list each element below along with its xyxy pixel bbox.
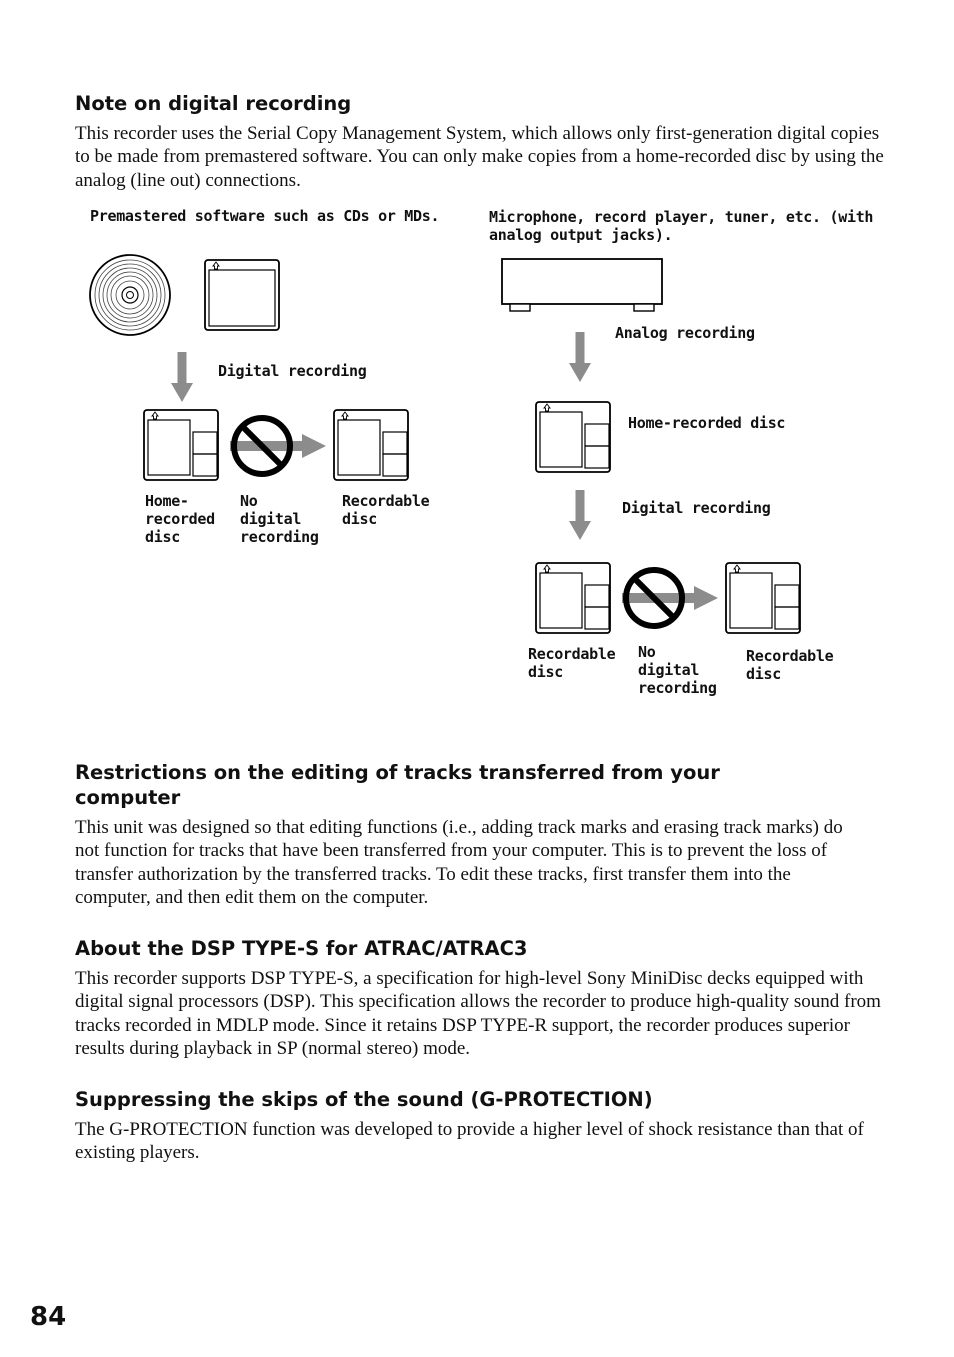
left-recordable-label: Recordable disc [342,492,430,528]
gprotection-body: The G-PROTECTION function was developed to provide a higher level of shock resistance than that of existing players. [75,1119,864,1164]
page-number: 84 [30,1302,67,1332]
no-digital-arrow-icon [622,570,718,626]
dsp-body: This recorder supports DSP TYPE-S, a specification for high-level Sony MiniDisc decks equipped with digital signal processors (DSP). This specification allows the recorder to produce high-quality sound from tracks recorded in MDLP mode. Since it retains DSP TYPE-R support, the recorder produces superior results during playback in SP (normal stereo) mode. [75,968,881,1059]
right-digital-recording-label: Digital recording [622,499,771,517]
left-home-recorded-label: Home- recorded disc [145,492,215,546]
right-analog-recording-label: Analog recording [615,324,755,342]
home-recorded-disc-icon [144,410,218,480]
left-caption: Premastered software such as CDs or MDs. [90,207,440,225]
recordable-disc-icon [536,563,610,633]
right-home-recorded-label: Home-recorded disc [628,414,786,432]
right-recordable-label: Recordable disc [528,645,616,681]
home-recorded-disc-icon [536,402,610,472]
no-digital-arrow-icon [230,418,326,474]
dsp-heading: About the DSP TYPE-S for ATRAC/ATRAC3 [75,937,528,960]
restrictions-body: This unit was designed so that editing functions (i.e., adding track marks and erasing track marks) do not function for tracks that have been transferred from your computer. This is to prevent the loss of transfer authorization by the transferred tracks. To edit these tracks, first transfer them into the computer, and then edit them on the computer. [75,817,843,908]
right-caption: Microphone, record player, tuner, etc. (with analog output jacks). [489,208,874,244]
left-no-digital-label: No digital recording [240,492,319,546]
digital-arrow-icon [569,490,591,540]
analog-arrow-icon [569,332,591,382]
recordable-disc-icon [726,563,800,633]
right-no-digital-label: No digital recording [638,643,717,697]
cd-icon [90,255,170,335]
analog-device-icon [502,259,662,311]
left-digital-recording-label: Digital recording [218,362,367,380]
gprotection-heading: Suppressing the skips of the sound (G-PROTECTION) [75,1088,653,1111]
recordable-disc-icon [334,410,408,480]
note-heading: Note on digital recording [75,92,352,115]
digital-arrow-icon [171,352,193,402]
right-recordable-target-label: Recordable disc [746,647,834,683]
note-body: This recorder uses the Serial Copy Management System, which allows only first-generation digital copies to be made from premastered software. You can only make copies from a home-recorded disc by using the analog (line out) connections. [75,123,884,191]
premastered-md-icon [205,260,279,330]
restrictions-heading: Restrictions on the editing of tracks transferred from your computer [75,761,720,809]
